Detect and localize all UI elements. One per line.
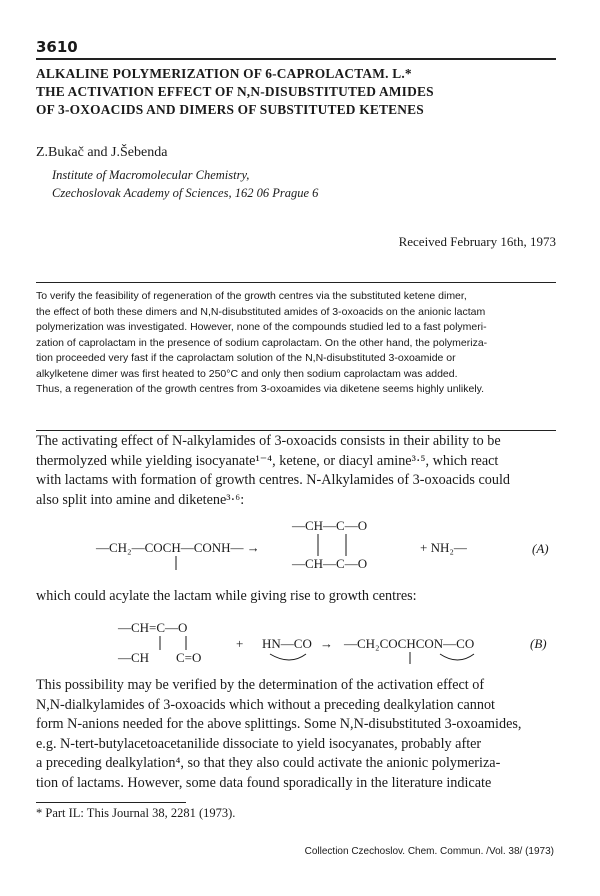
abstract-line: the effect of both these dimers and N,N-disubstituted amides of 3-oxoacids on the anionic lactam — [36, 305, 486, 318]
affiliation-line: Czechoslovak Academy of Sciences, 162 06 Prague 6 — [52, 186, 319, 200]
eq-b-product: —CH₂COCHCON—CO — [344, 636, 475, 651]
abstract-line: To verify the feasibility of regeneration of the growth centres via the substituted ketene dimer, — [36, 290, 467, 302]
intro-paragraph — [36, 432, 558, 510]
eq-b-arrow: → — [320, 636, 333, 651]
eq-b-lactam-ring — [270, 654, 306, 660]
abstract-line: Thus, a regeneration of the growth centres from 3-oxoamides via diketene seems highly unlikely. — [36, 383, 485, 395]
body-line: N,N-dialkylamides of 3-oxoacids which without a preceding dealkylation cannot — [36, 696, 495, 713]
title-line: ALKALINE POLYMERIZATION OF 6-CAPROLACTAM. L.* — [36, 66, 412, 81]
body-line: e.g. N-tert-butylacetoacetanilide dissociate to yield isocyanates, probably after — [36, 735, 482, 752]
eq-a-amine: + NH₂— — [420, 540, 467, 555]
body-line: with lactams with formation of growth centres. N-Alkylamides of 3-oxoacids could — [36, 472, 510, 488]
eq-a-ring-top: —CH—C—O — [292, 518, 368, 533]
header-rule — [36, 58, 556, 60]
title-line: OF 3-OXOACIDS AND DIMERS OF SUBSTITUTED KETENES — [36, 102, 424, 117]
equation-a — [0, 516, 600, 576]
title-line: THE ACTIVATION EFFECT OF N,N-DISUBSTITUTED AMIDES — [36, 84, 434, 99]
abstract — [36, 289, 557, 398]
body-line: tion of lactams. However, some data found sporadically in the literature indicate — [36, 774, 492, 791]
footnote-rule — [36, 802, 186, 803]
body-line: The activating effect of N-alkylamides of 3-oxoacids consists in their ability to be — [36, 433, 501, 449]
eq-b-plus: + — [236, 636, 244, 651]
equation-b — [0, 618, 600, 670]
abstract-line: tion proceeded very fast if the caprolactam solution of the N,N-disubstituted 3-oxoamide or — [36, 352, 456, 364]
page-number: 3610 — [36, 38, 78, 56]
eq-b-lactam: HN—CO — [262, 636, 312, 651]
transition-sentence — [36, 587, 558, 607]
eq-a-reactant: —CH₂—COCH—CONH— → — [96, 540, 260, 555]
eq-a-ring-bottom: —CH—C—O — [292, 556, 368, 571]
affiliation — [52, 166, 318, 202]
body-line: This possibility may be verified by the determination of the activation effect of — [36, 677, 485, 693]
body-line: also split into amine and diketene³·⁶: — [36, 491, 245, 508]
equation-b-label: (B) — [530, 636, 547, 651]
equation-b-drawing — [0, 618, 600, 670]
authors: Z.Bukač and J.Šebenda — [36, 145, 168, 160]
equation-a-drawing — [0, 516, 600, 576]
abstract-line: zation of caprolactam in the presence of sodium caprolactam. On the other hand, the polymeriza- — [36, 336, 488, 349]
received-date: Received February 16th, 1973 — [398, 234, 556, 249]
eq-b-ring-bottom-right: C=O — [176, 650, 202, 665]
eq-b-ring-top: —CH=C—O — [118, 620, 188, 635]
abstract-bottom-rule — [36, 430, 556, 431]
eq-b-product-ring — [440, 654, 474, 660]
equation-a-label: (A) — [532, 541, 549, 556]
eq-b-ring-bottom-left: —CH — [118, 650, 150, 665]
body-line: thermolyzed while yielding isocyanate¹⁻⁴, ketene, or diacyl amine³·⁵, which react — [36, 452, 499, 469]
footnote: * Part IL: This Journal 38, 2281 (1973). — [36, 806, 236, 820]
verification-paragraph — [36, 676, 558, 793]
journal-citation: Collection Czechoslov. Chem. Commun. /Vol. 38/ (1973) — [304, 846, 554, 857]
affiliation-line: Institute of Macromolecular Chemistry, — [52, 168, 250, 182]
abstract-line: alkylketene dimer was first heated to 250°C and only then sodium caprolactam was added. — [36, 367, 458, 380]
article-title — [36, 65, 561, 119]
abstract-top-rule — [36, 282, 556, 283]
body-line: which could acylate the lactam while giving rise to growth centres: — [36, 588, 417, 604]
abstract-line: polymerization was investigated. However, none of the compounds studied led to a fast polymeri- — [36, 321, 487, 333]
body-line: a preceding dealkylation⁴, so that they also could activate the anionic polymeriza- — [36, 755, 501, 771]
body-line: form N-anions needed for the above splittings. Some N,N-disubstituted 3-oxoamides, — [36, 716, 522, 732]
